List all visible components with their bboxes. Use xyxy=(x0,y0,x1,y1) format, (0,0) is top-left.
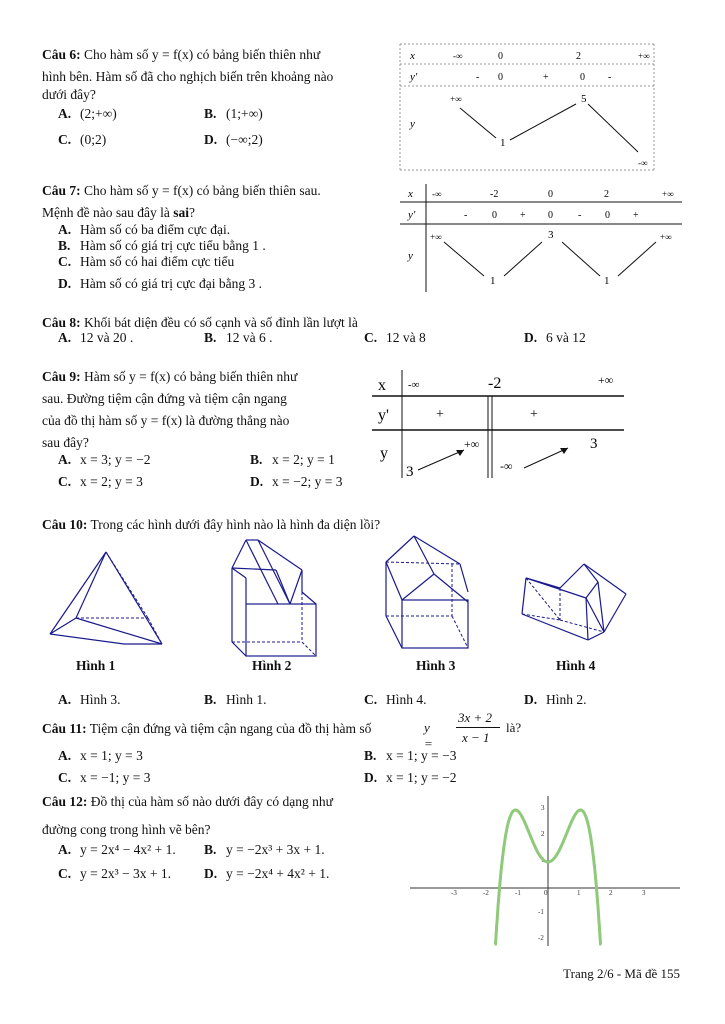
figure-caption: Hình 3 xyxy=(416,658,456,673)
svg-text:x: x xyxy=(408,188,413,200)
option-a[interactable]: A. Hình 3. xyxy=(58,692,121,707)
svg-text:3: 3 xyxy=(541,804,545,812)
svg-text:-3: -3 xyxy=(451,889,457,897)
question-10: Câu 10: Trong các hình dưới đây hình nào là hình đa diện lồi? xyxy=(42,517,381,532)
page-footer: Trang 2/6 - Mã đề 155 xyxy=(563,966,680,981)
question-label: Câu 6: xyxy=(42,47,81,62)
figure-caption: Hình 1 xyxy=(76,658,116,673)
option-c[interactable]: C. Hình 4. xyxy=(364,692,427,707)
svg-text:0: 0 xyxy=(548,189,553,200)
option-b[interactable]: B. Hình 1. xyxy=(204,692,267,707)
yp-label: y' xyxy=(410,71,418,83)
svg-text:2: 2 xyxy=(604,189,609,200)
svg-text:3: 3 xyxy=(642,889,646,897)
svg-text:3: 3 xyxy=(590,436,598,452)
option-c[interactable]: C. x = −1; y = 3 xyxy=(58,770,151,785)
sign: - xyxy=(476,72,480,83)
question-11: Câu 11: Tiệm cận đứng và tiệm cận ngang của đồ thị hàm số xyxy=(42,721,372,736)
option-d[interactable]: D. x = −2; y = 3 xyxy=(250,474,343,489)
svg-text:0: 0 xyxy=(492,210,497,221)
x-value: +∞ xyxy=(638,51,650,61)
svg-text:+: + xyxy=(436,407,444,422)
figure-3 xyxy=(382,534,482,652)
svg-text:+: + xyxy=(530,407,538,422)
option-c[interactable]: C. y = 2x³ − 3x + 1. xyxy=(58,866,172,881)
question-7 xyxy=(42,180,392,224)
svg-text:x: x xyxy=(378,377,386,394)
svg-text:+: + xyxy=(520,210,526,221)
question-text: dưới đây? xyxy=(42,87,96,102)
option-d[interactable]: D. 6 và 12 xyxy=(524,330,586,345)
arrow-down xyxy=(588,104,638,152)
option-b[interactable]: B. y = −2x³ + 3x + 1. xyxy=(204,842,325,857)
arrow-up xyxy=(510,104,576,140)
y-value: 1 xyxy=(500,137,506,149)
svg-text:0: 0 xyxy=(544,889,548,897)
option-d[interactable]: D. (−∞;2) xyxy=(204,132,263,147)
svg-text:1: 1 xyxy=(577,889,581,897)
svg-text:3: 3 xyxy=(548,229,554,241)
x-label: x xyxy=(410,50,415,62)
svg-text:1: 1 xyxy=(541,856,545,864)
variation-table-q6 xyxy=(398,42,656,172)
svg-text:-: - xyxy=(464,210,468,221)
figure-1 xyxy=(44,548,168,648)
option-a[interactable]: A. 12 và 20 . xyxy=(58,330,134,345)
arrow-down xyxy=(460,108,496,138)
sign: 0 xyxy=(580,72,585,83)
option-b[interactable]: B. (1;+∞) xyxy=(204,106,263,121)
svg-text:y: y xyxy=(380,445,388,462)
svg-text:1: 1 xyxy=(490,275,496,287)
function-graph xyxy=(410,792,682,946)
svg-text:-2: -2 xyxy=(490,189,499,200)
option-a[interactable]: A. y = 2x⁴ − 4x² + 1. xyxy=(58,842,176,857)
sign: 0 xyxy=(498,72,503,83)
figure-2 xyxy=(228,536,324,660)
question-6 xyxy=(42,44,392,106)
figure-caption: Hình 4 xyxy=(556,658,596,673)
svg-text:+∞: +∞ xyxy=(430,232,442,242)
question-text: Cho hàm số y = f(x) có bảng biến thiên như xyxy=(84,47,321,62)
question-8: Câu 8: Khối bát diện đều có số cạnh và số đỉnh lần lượt là xyxy=(42,315,358,330)
option-a[interactable]: A. Hàm số có ba điểm cực đại. xyxy=(58,222,231,237)
option-d[interactable]: D. Hình 2. xyxy=(524,692,587,707)
option-b[interactable]: B. x = 2; y = 1 xyxy=(250,452,335,467)
y-label: y xyxy=(410,118,415,130)
variation-table-q7 xyxy=(400,184,682,294)
svg-text:y': y' xyxy=(408,209,416,221)
svg-text:-∞: -∞ xyxy=(408,379,420,391)
option-a[interactable]: A. x = 3; y = −2 xyxy=(58,452,151,467)
svg-text:3: 3 xyxy=(406,464,414,480)
x-value: 2 xyxy=(576,51,581,62)
option-b[interactable]: B. 12 và 6 . xyxy=(204,330,273,345)
svg-text:0: 0 xyxy=(548,210,553,221)
svg-text:-∞: -∞ xyxy=(432,189,442,199)
svg-text:+: + xyxy=(633,210,639,221)
option-a[interactable]: A. x = 1; y = 3 xyxy=(58,748,143,763)
svg-text:-∞: -∞ xyxy=(500,459,513,473)
option-c[interactable]: C. x = 2; y = 3 xyxy=(58,474,143,489)
question-text: Cho hàm số y = f(x) có bảng biến thiên sau. xyxy=(84,183,321,198)
svg-text:+∞: +∞ xyxy=(464,437,480,451)
y-value: -∞ xyxy=(638,158,648,168)
option-b[interactable]: B. Hàm số có giá trị cực tiểu bằng 1 . xyxy=(58,238,266,253)
svg-text:2: 2 xyxy=(541,830,545,838)
question-12: Câu 12: Đồ thị của hàm số nào dưới đây có dạng như đường cong trong hình vẽ bên? xyxy=(42,794,333,837)
y-value: 5 xyxy=(581,93,587,105)
y-value: +∞ xyxy=(450,94,462,104)
svg-text:1: 1 xyxy=(604,275,610,287)
sign: - xyxy=(608,72,612,83)
svg-text:-1: -1 xyxy=(515,889,521,897)
option-c[interactable]: C. 12 và 8 xyxy=(364,330,426,345)
question-text: Mệnh đề nào sau đây là sai? xyxy=(42,205,195,220)
svg-text:+∞: +∞ xyxy=(660,232,672,242)
svg-text:2: 2 xyxy=(609,889,613,897)
option-b[interactable]: B. x = 1; y = −3 xyxy=(364,748,457,763)
variation-table-q9 xyxy=(372,366,626,482)
svg-text:-2: -2 xyxy=(488,375,502,392)
question-text: hình bên. Hàm số đã cho nghịch biến trên khoảng nào xyxy=(42,69,334,84)
option-d[interactable]: D. x = 1; y = −2 xyxy=(364,770,457,785)
svg-text:-: - xyxy=(578,210,582,221)
option-a[interactable]: A. (2;+∞) xyxy=(58,106,117,121)
svg-text:-2: -2 xyxy=(538,934,544,942)
svg-text:0: 0 xyxy=(605,210,610,221)
option-d[interactable]: D. y = −2x⁴ + 4x² + 1. xyxy=(204,866,330,881)
svg-text:y': y' xyxy=(378,407,389,424)
option-c[interactable]: C. (0;2) xyxy=(58,132,107,147)
svg-text:y: y xyxy=(408,250,413,262)
option-c[interactable]: C. Hàm số có hai điểm cực tiểu xyxy=(58,254,235,269)
question-9: Câu 9: Hàm số y = f(x) có bảng biến thiên như sau. Đường tiệm cận đứng và tiệm cận ngang của đồ thị hàm số y = f(x) là đường thẳng nào sau đây? xyxy=(42,369,298,450)
figure-caption: Hình 2 xyxy=(252,658,292,673)
option-d[interactable]: D. Hàm số có giá trị cực đại bằng 3 . xyxy=(58,276,263,291)
question-label: Câu 7: xyxy=(42,183,81,198)
sign: + xyxy=(543,72,549,83)
x-value: 0 xyxy=(498,51,503,62)
svg-text:-2: -2 xyxy=(483,889,489,897)
svg-text:-1: -1 xyxy=(538,908,544,916)
x-value: -∞ xyxy=(453,51,463,61)
svg-text:+∞: +∞ xyxy=(598,373,614,387)
svg-text:+∞: +∞ xyxy=(662,189,674,199)
figure-4 xyxy=(518,560,632,644)
